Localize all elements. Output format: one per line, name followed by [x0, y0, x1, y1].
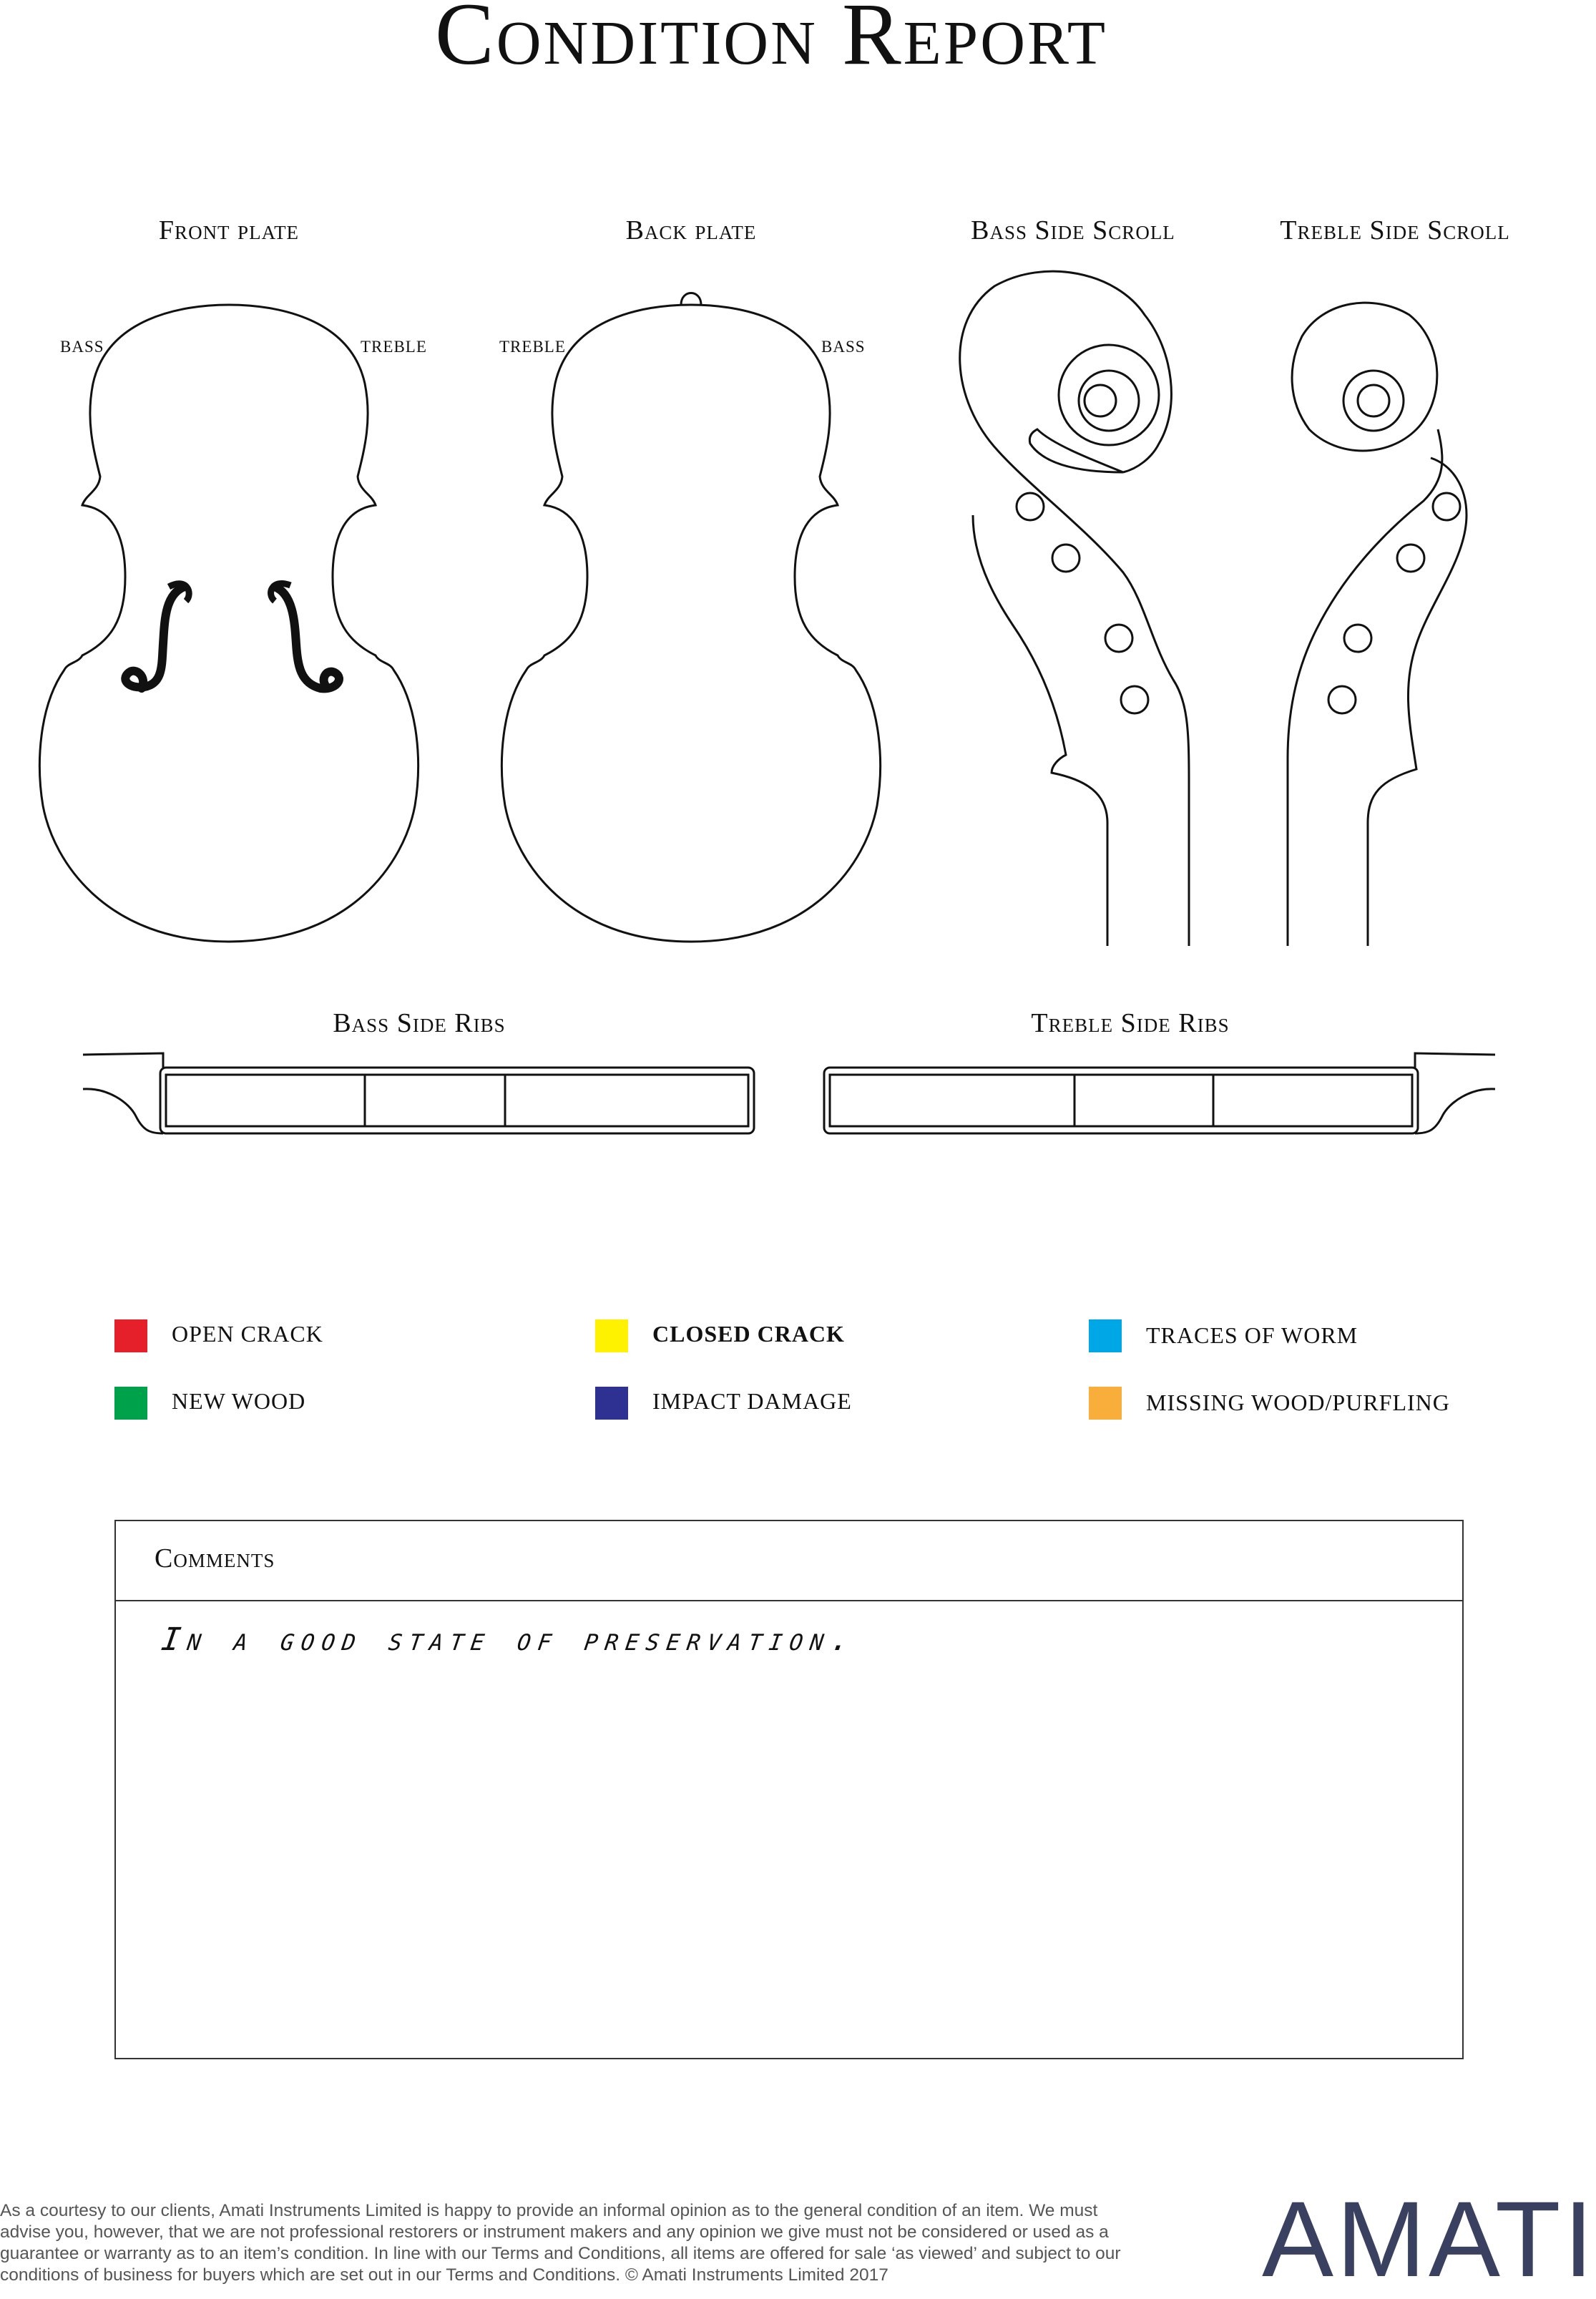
treble-side-scroll-drawing: [1288, 303, 1467, 946]
back-plate-bass-side-label: BASS: [821, 338, 866, 356]
bass-side-scroll-label: Bass Side Scroll: [971, 215, 1175, 245]
legend-label-new-wood: NEW WOOD: [172, 1388, 306, 1414]
legend-swatch-missing-wood-purfling: [1089, 1387, 1122, 1420]
back-plate-treble-side-label: TREBLE: [499, 338, 566, 356]
comments-label: Comments: [155, 1543, 275, 1573]
legend-swatch-open-crack: [114, 1319, 147, 1352]
comments-text: In a good state of preservation.: [159, 1621, 860, 1658]
bass-side-ribs-drawing: [83, 1053, 754, 1133]
bass-side-ribs-label: Bass Side Ribs: [333, 1008, 506, 1038]
legend-label-impact-damage: IMPACT DAMAGE: [652, 1388, 852, 1414]
amati-logo: AMATI: [1262, 2179, 1596, 2299]
disclaimer-text: As a courtesy to our clients, Amati Instruments Limited is happy to provide an informal opinion as to the general condition of an item. We must advise you, however, that we are not professional restorers or instrument makers and any opinion we give must not be considered or used as a guarantee or warranty as to an item’s condition. In line with our Terms and Conditions, all items are offered for sale ‘as viewed’ and subject to our conditions of business for buyers which are set out in our Terms and Conditions. © Amati Instruments Limited 2017: [0, 2201, 1121, 2285]
f-hole-left: [125, 584, 189, 688]
legend-swatch-closed-crack: [595, 1319, 628, 1352]
legend-label-closed-crack: CLOSED CRACK: [652, 1321, 845, 1347]
treble-side-ribs-drawing: [824, 1053, 1495, 1133]
comments-box: [114, 1520, 1464, 2059]
legend-swatch-impact-damage: [595, 1387, 628, 1420]
treble-side-scroll-label: Treble Side Scroll: [1280, 215, 1510, 245]
legend-swatch-new-wood: [114, 1387, 147, 1420]
legend-label-traces-of-worm: TRACES OF WORM: [1146, 1322, 1358, 1348]
treble-side-ribs-label: Treble Side Ribs: [1031, 1008, 1230, 1038]
legend-label-missing-wood-purfling: MISSING WOOD/PURFLING: [1146, 1390, 1450, 1415]
comments-header: [116, 1521, 1462, 1601]
front-plate-bass-side-label: BASS: [60, 338, 104, 356]
f-hole-right: [271, 583, 339, 688]
back-plate-outline: [501, 293, 880, 942]
legend-swatch-traces-of-worm: [1089, 1319, 1122, 1352]
front-plate-label: Front plate: [158, 215, 300, 245]
back-plate-label: Back plate: [625, 215, 757, 245]
legend-label-open-crack: OPEN CRACK: [172, 1321, 323, 1347]
page-title: Condition Report: [435, 0, 1107, 83]
bass-side-scroll-drawing: [960, 271, 1189, 946]
instrument-diagrams: [0, 0, 1542, 1159]
front-plate-outline: [39, 305, 418, 942]
front-plate-treble-side-label: TREBLE: [361, 338, 427, 356]
